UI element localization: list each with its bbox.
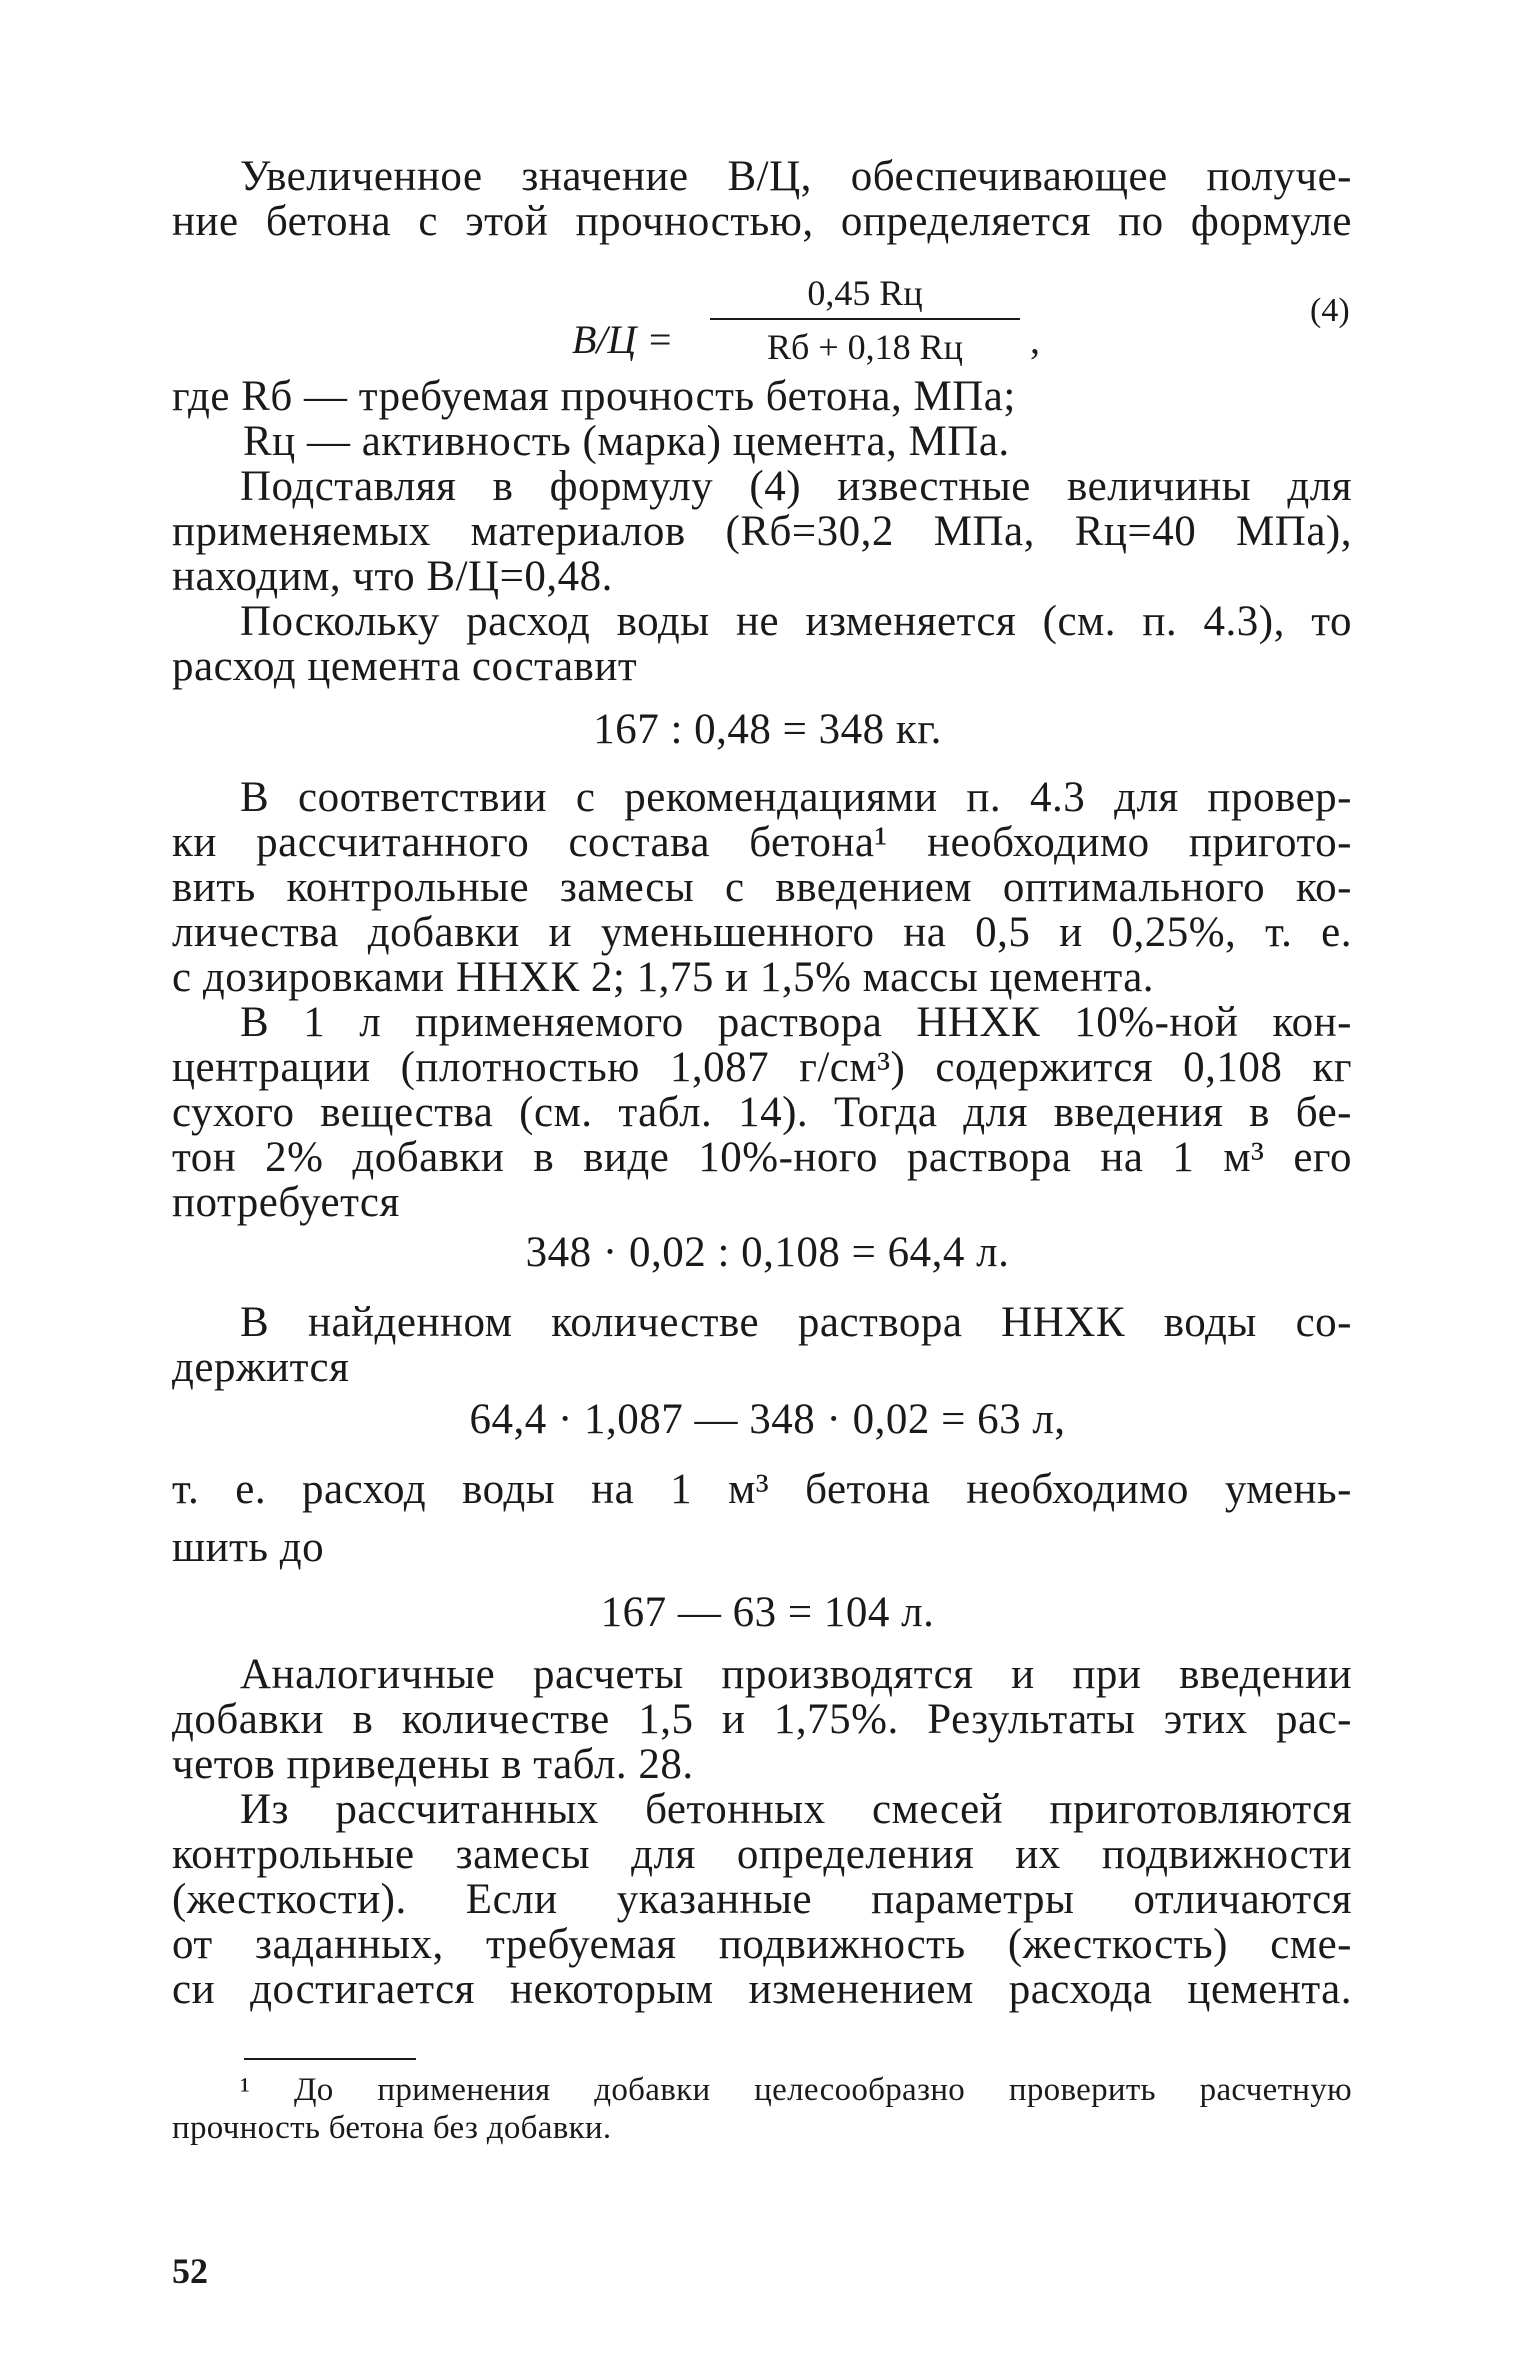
footnote-rule bbox=[244, 2058, 416, 2060]
paragraph-line: т. е. расход воды на 1 м³ бетона необходимо умень- bbox=[172, 1466, 1352, 1513]
paragraph-line: ние бетона с этой прочностью, определяется по формуле bbox=[172, 198, 1352, 245]
paragraph-line: В 1 л применяемого раствора ННХК 10%-ной кон- bbox=[240, 999, 1352, 1046]
paragraph-line: Из рассчитанных бетонных смесей приготовляются bbox=[240, 1786, 1352, 1833]
paragraph-line: В найденном количестве раствора ННХК воды со- bbox=[240, 1299, 1352, 1346]
where-line: где Rб — требуемая прочность бетона, МПа; bbox=[172, 373, 1016, 420]
paragraph-line: держится bbox=[172, 1344, 350, 1391]
paragraph-line: вить контрольные замесы с введением оптимального ко- bbox=[172, 864, 1352, 911]
fraction-bar bbox=[710, 318, 1020, 320]
paragraph-line: применяемых материалов (Rб=30,2 МПа, Rц=40 МПа), bbox=[172, 508, 1352, 555]
equation: 167 — 63 = 104 л. bbox=[600, 1589, 935, 1636]
equation: 348 · 0,02 : 0,108 = 64,4 л. bbox=[525, 1229, 1010, 1276]
equation: 167 : 0,48 = 348 кг. bbox=[593, 706, 942, 753]
paragraph-line: с дозировками ННХК 2; 1,75 и 1,5% массы цемента. bbox=[172, 954, 1155, 1001]
paragraph-line: Увеличенное значение В/Ц, обеспечивающее получе- bbox=[240, 153, 1352, 200]
paragraph-line: добавки в количестве 1,5 и 1,75%. Результаты этих рас- bbox=[172, 1696, 1352, 1743]
paragraph-line: В соответствии с рекомендациями п. 4.3 для провер- bbox=[240, 774, 1352, 821]
footnote-line: ¹ До применения добавки целесообразно проверить расчетную bbox=[240, 2072, 1352, 2108]
formula-comma: , bbox=[1030, 317, 1040, 362]
paragraph-line: (жесткости). Если указанные параметры отличаются bbox=[172, 1876, 1352, 1923]
paragraph-line: центрации (плотностью 1,087 г/см³) содержится 0,108 кг bbox=[172, 1044, 1352, 1091]
paragraph-line: четов приведены в табл. 28. bbox=[172, 1741, 694, 1788]
paragraph-line: личества добавки и уменьшенного на 0,5 и 0,25%, т. е. bbox=[172, 909, 1352, 956]
formula-denominator: Rб + 0,18 Rц bbox=[767, 327, 963, 367]
paragraph-line: тон 2% добавки в виде 10%-ного раствора на 1 м³ его bbox=[172, 1134, 1352, 1181]
equation: 64,4 · 1,087 — 348 · 0,02 = 63 л, bbox=[469, 1396, 1066, 1443]
where-line: Rц — активность (марка) цемента, МПа. bbox=[243, 418, 1010, 465]
paragraph-line: си достигается некоторым изменением расхода цемента. bbox=[172, 1966, 1352, 2013]
page-number: 52 bbox=[172, 2251, 208, 2291]
paragraph-line: Подставляя в формулу (4) известные величины для bbox=[240, 463, 1352, 510]
paragraph-line: находим, что В/Ц=0,48. bbox=[172, 553, 613, 600]
paragraph-line: контрольные замесы для определения их подвижности bbox=[172, 1831, 1352, 1878]
paragraph-line: от заданных, требуемая подвижность (жесткость) сме- bbox=[172, 1921, 1352, 1968]
paragraph-line: сухого вещества (см. табл. 14). Тогда для введения в бе- bbox=[172, 1089, 1352, 1136]
equation-number: (4) bbox=[1310, 292, 1350, 329]
footnote-line: прочность бетона без добавки. bbox=[172, 2110, 612, 2146]
paragraph-line: ки рассчитанного состава бетона¹ необходимо пригото- bbox=[172, 819, 1352, 866]
paragraph-line: шить до bbox=[172, 1524, 325, 1571]
paragraph-line: Поскольку расход воды не изменяется (см. п. 4.3), то bbox=[240, 598, 1352, 645]
paragraph-line: потребуется bbox=[172, 1179, 400, 1226]
formula-lhs: В/Ц = bbox=[572, 317, 674, 362]
formula-numerator: 0,45 Rц bbox=[807, 273, 923, 313]
paragraph-line: расход цемента составит bbox=[172, 643, 638, 690]
paragraph-line: Аналогичные расчеты производятся и при введении bbox=[240, 1651, 1352, 1698]
